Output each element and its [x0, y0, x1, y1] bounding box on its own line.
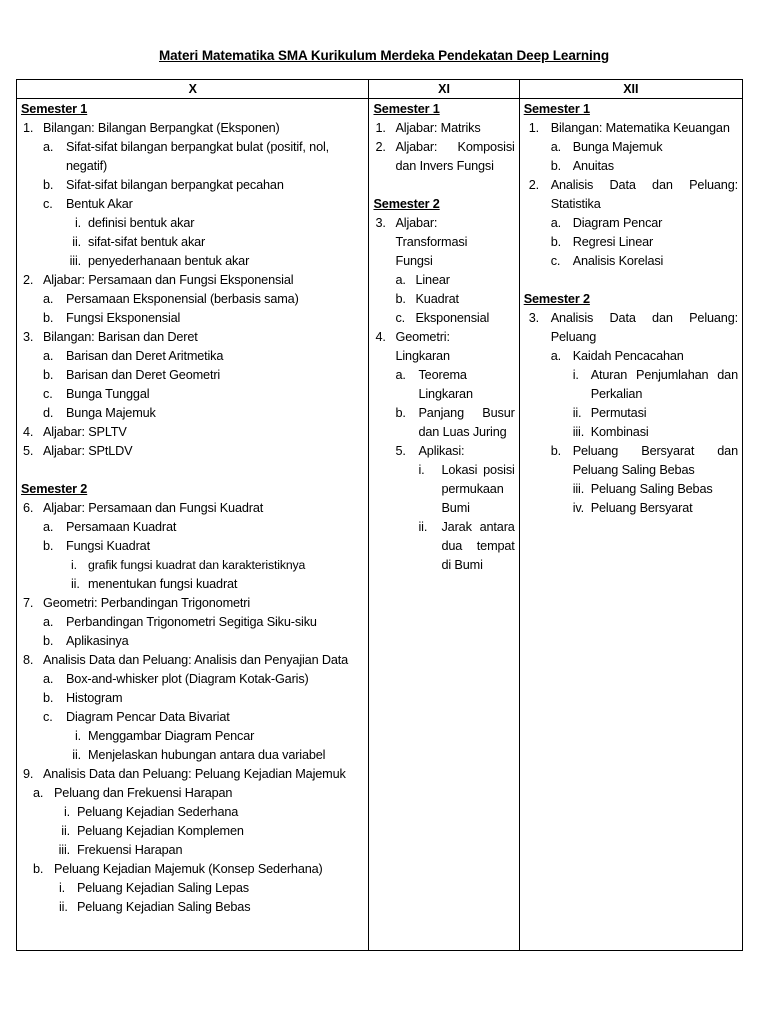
- list-item: i. Lokasi posisi permukaan Bumi: [418, 463, 515, 515]
- list-item: iv. Peluang Bersyarat: [572, 501, 693, 515]
- semester-heading: Semester 1: [373, 102, 440, 116]
- semester-heading: Semester 1: [21, 102, 88, 116]
- list-item: ii. Permutasi: [572, 406, 647, 420]
- list-item: 3. Aljabar: Transformasi Fungsi: [375, 216, 468, 268]
- document-title: Materi Matematika SMA Kurikulum Merdeka Pendekatan Deep Learning: [159, 48, 609, 63]
- list-item: iii. Kombinasi: [572, 425, 649, 439]
- list-item: b. Regresi Linear: [550, 235, 654, 249]
- list-item: 5. Aljabar: SPtLDV: [23, 444, 133, 458]
- list-item: b. Aplikasinya: [43, 634, 129, 648]
- list-item: a. Linear: [395, 273, 450, 287]
- list-item: b. Panjang Busur dan Luas Juring: [395, 406, 515, 439]
- list-item: 4. Geometri: Lingkaran: [375, 330, 450, 363]
- list-item: iii. penyederhanaan bentuk akar: [69, 254, 250, 268]
- semester-heading: Semester 2: [21, 482, 88, 496]
- header-grade-x: X: [17, 80, 369, 99]
- list-item: a. Kaidah Pencacahan: [550, 349, 684, 363]
- list-item: c. Bentuk Akar: [43, 197, 133, 211]
- list-item: a. Bunga Majemuk: [550, 140, 663, 154]
- list-item: d. Bunga Majemuk: [43, 406, 156, 420]
- list-item: a. Perbandingan Trigonometri Segitiga Siku-siku: [43, 615, 317, 629]
- list-item: c. Bunga Tunggal: [43, 387, 150, 401]
- list-item: i. Aturan Penjumlahan dan Perkalian: [572, 368, 738, 401]
- list-item: b. Anuitas: [550, 159, 614, 173]
- list-item: b. Sifat-sifat bilangan berpangkat pecahan: [43, 178, 284, 192]
- list-item: a. Teorema Lingkaran: [395, 368, 473, 401]
- list-item: b. Kuadrat: [395, 292, 459, 306]
- list-item: a. Peluang dan Frekuensi Harapan: [33, 786, 233, 800]
- header-grade-xii: XII: [519, 80, 742, 99]
- semester-heading: Semester 2: [523, 292, 590, 306]
- list-item: a. Persamaan Eksponensial (berbasis sama): [43, 292, 299, 306]
- list-item: a. Barisan dan Deret Aritmetika: [43, 349, 224, 363]
- semester-heading: Semester 2: [373, 197, 440, 211]
- list-item: 3. Analisis Data dan Peluang: Peluang: [528, 311, 738, 344]
- list-item: b. Fungsi Eksponensial: [43, 311, 181, 325]
- list-item: iii. Peluang Saling Bebas: [572, 482, 713, 496]
- list-item: b. Peluang Kejadian Majemuk (Konsep Sederhana): [33, 862, 323, 876]
- list-item: 7. Geometri: Perbandingan Trigonometri: [23, 596, 251, 610]
- list-item: 9. Analisis Data dan Peluang: Peluang Kejadian Majemuk: [23, 767, 346, 781]
- header-grade-xi: XI: [369, 80, 519, 99]
- semester-heading: Semester 1: [523, 102, 590, 116]
- grade-xii-column: [519, 99, 742, 951]
- list-item: ii. Peluang Kejadian Saling Bebas: [59, 900, 251, 914]
- curriculum-table: [16, 79, 743, 951]
- list-item: 2. Aljabar: Persamaan dan Fungsi Eksponensial: [23, 273, 294, 287]
- list-item: 1. Bilangan: Matematika Keuangan: [528, 121, 730, 135]
- list-item: 2. Aljabar: Komposisi dan Invers Fungsi: [375, 140, 515, 173]
- list-item: a. Persamaan Kuadrat: [43, 520, 177, 534]
- list-item: 6. Aljabar: Persamaan dan Fungsi Kuadrat: [23, 501, 264, 515]
- list-item: iii. Frekuensi Harapan: [58, 843, 183, 857]
- list-item: 1. Bilangan: Bilangan Berpangkat (Eksponen): [23, 121, 280, 135]
- list-item: b. Barisan dan Deret Geometri: [43, 368, 221, 382]
- list-item: i. Peluang Kejadian Saling Lepas: [59, 881, 250, 895]
- list-item: c. Diagram Pencar Data Bivariat: [43, 710, 230, 724]
- list-item: i. Menggambar Diagram Pencar: [74, 729, 255, 743]
- list-item: 1. Aljabar: Matriks: [375, 121, 481, 135]
- list-item: ii. Menjelaskan hubungan antara dua variabel: [72, 748, 326, 762]
- list-item: 5. Aplikasi:: [395, 444, 465, 458]
- list-item: b. Fungsi Kuadrat: [43, 539, 150, 553]
- list-item: i. Peluang Kejadian Sederhana: [63, 805, 239, 819]
- list-item: 3. Bilangan: Barisan dan Deret: [23, 330, 198, 344]
- list-item: 4. Aljabar: SPLTV: [23, 425, 127, 439]
- list-item: 2. Analisis Data dan Peluang: Statistika: [528, 178, 738, 211]
- grade-x-column: [17, 99, 369, 951]
- list-item: a. Diagram Pencar: [550, 216, 663, 230]
- list-item: ii. sifat-sifat bentuk akar: [72, 235, 206, 249]
- list-item: 8. Analisis Data dan Peluang: Analisis dan Penyajian Data: [23, 653, 349, 667]
- list-item: c. Eksponensial: [395, 311, 490, 325]
- header-row: [17, 80, 743, 99]
- list-item: a. Box-and-whisker plot (Diagram Kotak-Garis): [43, 672, 309, 686]
- list-item: b. Peluang Bersyarat dan Peluang Saling Bebas: [550, 444, 738, 477]
- list-item: a. Sifat-sifat bilangan berpangkat bulat (positif, nol, negatif): [43, 140, 330, 173]
- list-item: c. Analisis Korelasi: [550, 254, 664, 268]
- grade-xi-column: [369, 99, 519, 951]
- list-item: i. definisi bentuk akar: [74, 216, 195, 230]
- list-item: ii. Jarak antara dua tempat di Bumi: [418, 520, 515, 572]
- list-item: i. grafik fungsi kuadrat dan karakteristiknya: [71, 558, 306, 572]
- list-item: ii. menentukan fungsi kuadrat: [71, 577, 238, 591]
- list-item: ii. Peluang Kejadian Komplemen: [61, 824, 244, 838]
- list-item: b. Histogram: [43, 691, 123, 705]
